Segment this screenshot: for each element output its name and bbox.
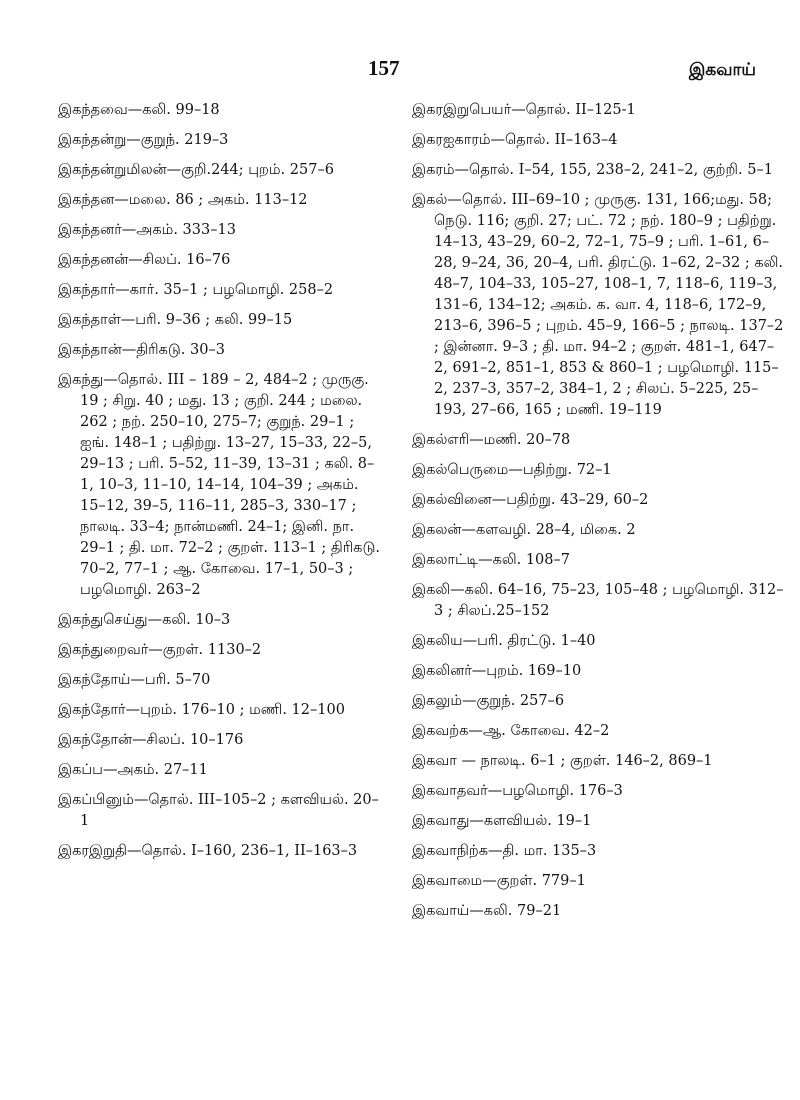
index-entry: இகலாட்டி—கலி. 108–7: [412, 552, 570, 568]
index-entry: இகப்பினும்—தொல். III–105–2 ; களவியல். 20–1: [58, 792, 379, 829]
index-entry: இகந்துறைவர்—குறள். 1130–2: [58, 642, 262, 658]
index-entry: இகந்தன—மலை. 86 ; அகம். 113–12: [58, 192, 308, 208]
index-entry: இகந்தார்—கார். 35–1 ; பழமொழி. 258–2: [58, 282, 334, 298]
index-entry: இகல்வினை—பதிற்று. 43–29, 60–2: [412, 492, 649, 508]
index-entry: இகரஇறுபெயர்—தொல். II–125-1: [412, 102, 636, 118]
index-entry: இகந்தோன்—சிலப். 10–176: [58, 732, 244, 748]
index-entry: இகவாய்—கலி. 79–21: [412, 903, 562, 919]
index-entry: இகரம்—தொல். I–54, 155, 238–2, 241–2, குற்றி. 5–1: [412, 162, 773, 178]
index-entry: இகரஇறுதி—தொல். I–160, 236–1, II–163–3: [58, 843, 358, 859]
index-entry: இகந்துசெய்து—கலி. 10–3: [58, 612, 231, 628]
index-entry: இகவாது—களவியல். 19–1: [412, 813, 592, 829]
index-entry: இகவற்க—ஆ. கோவை. 42–2: [412, 723, 610, 739]
page-number: 157: [368, 56, 400, 80]
index-entry: இகலிய—பரி. திரட்டு. 1–40: [412, 633, 596, 649]
index-entry: இகந்தான்—திரிகடு. 30–3: [58, 342, 225, 358]
index-entry: இகந்தனன்—சிலப். 16–76: [58, 252, 231, 268]
index-entry: இகவா — நாலடி. 6–1 ; குறள். 146–2, 869–1: [412, 753, 713, 769]
index-entry: இகவாதவர்—பழமொழி. 176–3: [412, 783, 623, 799]
right-column: [412, 100, 786, 931]
index-entry: இகந்தோய்—பரி. 5–70: [58, 672, 211, 688]
index-entry: இகரஐகாரம்—தொல். II–163–4: [412, 132, 618, 148]
index-entry: இகந்தன்றுமிலன்—குறி.244; புறம். 257–6: [58, 162, 334, 178]
index-entry: இகந்தனர்—அகம். 333–13: [58, 222, 236, 238]
index-entry: இகந்து—தொல். III – 189 – 2, 484–2 ; முருகு. 19 ; சிறு. 40 ; மது. 13 ; குறி. 244 ; மலை. 262 ; நற். 250–10, 275–7; குறுந். 29–1 ; ஐங். 148–1 ; பதிற்று. 13–27, 15–33, 22–5, 29–13 ; பரி. 5–52, 11–39, 13–31 ; கலி. 8–1, 10–3, 11–10, 14–14, 104–39 ; அகம். 15–12, 39–5, 116–11, 285–3, 330–17 ; நாலடி. 33–4; நான்மணி. 24–1; இனி. நா. 29–1 ; தி. மா. 72–2 ; குறள். 113–1 ; திரிகடு. 70–2, 77–1 ; ஆ. கோவை. 17–1, 50–3 ; பழமொழி. 263–2: [58, 372, 380, 598]
index-entry: இகந்தன்று—குறுந். 219–3: [58, 132, 229, 148]
index-entry: இகலும்—குறுந். 257–6: [412, 693, 565, 709]
index-entry: இகவாமை—குறள். 779–1: [412, 873, 586, 889]
index-entry: இகந்தாள்—பரி. 9–36 ; கலி. 99–15: [58, 312, 293, 328]
index-entry: இகலன்—களவழி. 28–4, மிகை. 2: [412, 522, 636, 538]
index-entry: இகலி—கலி. 64–16, 75–23, 105–48 ; பழமொழி. 312–3 ; சிலப்.25–152: [412, 582, 784, 619]
index-entry: இகந்தவை—கலி. 99–18: [58, 102, 220, 118]
index-entry: இகலினர்—புறம். 169–10: [412, 663, 582, 679]
index-entry: இகல்—தொல். III–69–10 ; முருகு. 131, 166;மது. 58; நெடு. 116; குறி. 27; பட். 72 ; நற். 180–9 ; பதிற்று. 14–13, 43–29, 60–2, 72–1, 75–9 ; பரி. 1–61, 6–28, 9–24, 36, 20–4, பரி. திரட்டு. 1–62, 2–32 ; கலி. 48–7, 104–33, 105–27, 108–1, 7, 118–6, 119–3, 131–6, 134–12; அகம். க. வா. 4, 118–6, 172–9, 213–6, 396–5 ; புறம். 45–9, 166–5 ; நாலடி. 137–2 ; இன்னா. 9–3 ; தி. மா. 94–2 ; குறள். 481–1, 647–2, 691–2, 851–1, 853 & 860–1 ; பழமொழி. 115–2, 237–3, 357–2, 384–1, 2 ; சிலப். 5–225, 25–193, 27–66, 165 ; மணி. 19–119: [412, 192, 784, 418]
running-head: இகவாய்: [688, 60, 756, 80]
index-entry: இகப்ப—அகம். 27–11: [58, 762, 208, 778]
left-column: [58, 100, 380, 871]
index-entry: இகந்தோர்—புறம். 176–10 ; மணி. 12–100: [58, 702, 345, 718]
index-entry: இகல்பெருமை—பதிற்று. 72–1: [412, 462, 612, 478]
index-entry: இகல்எரி—மணி. 20–78: [412, 432, 571, 448]
index-entry: இகவாநிற்க—தி. மா. 135–3: [412, 843, 597, 859]
